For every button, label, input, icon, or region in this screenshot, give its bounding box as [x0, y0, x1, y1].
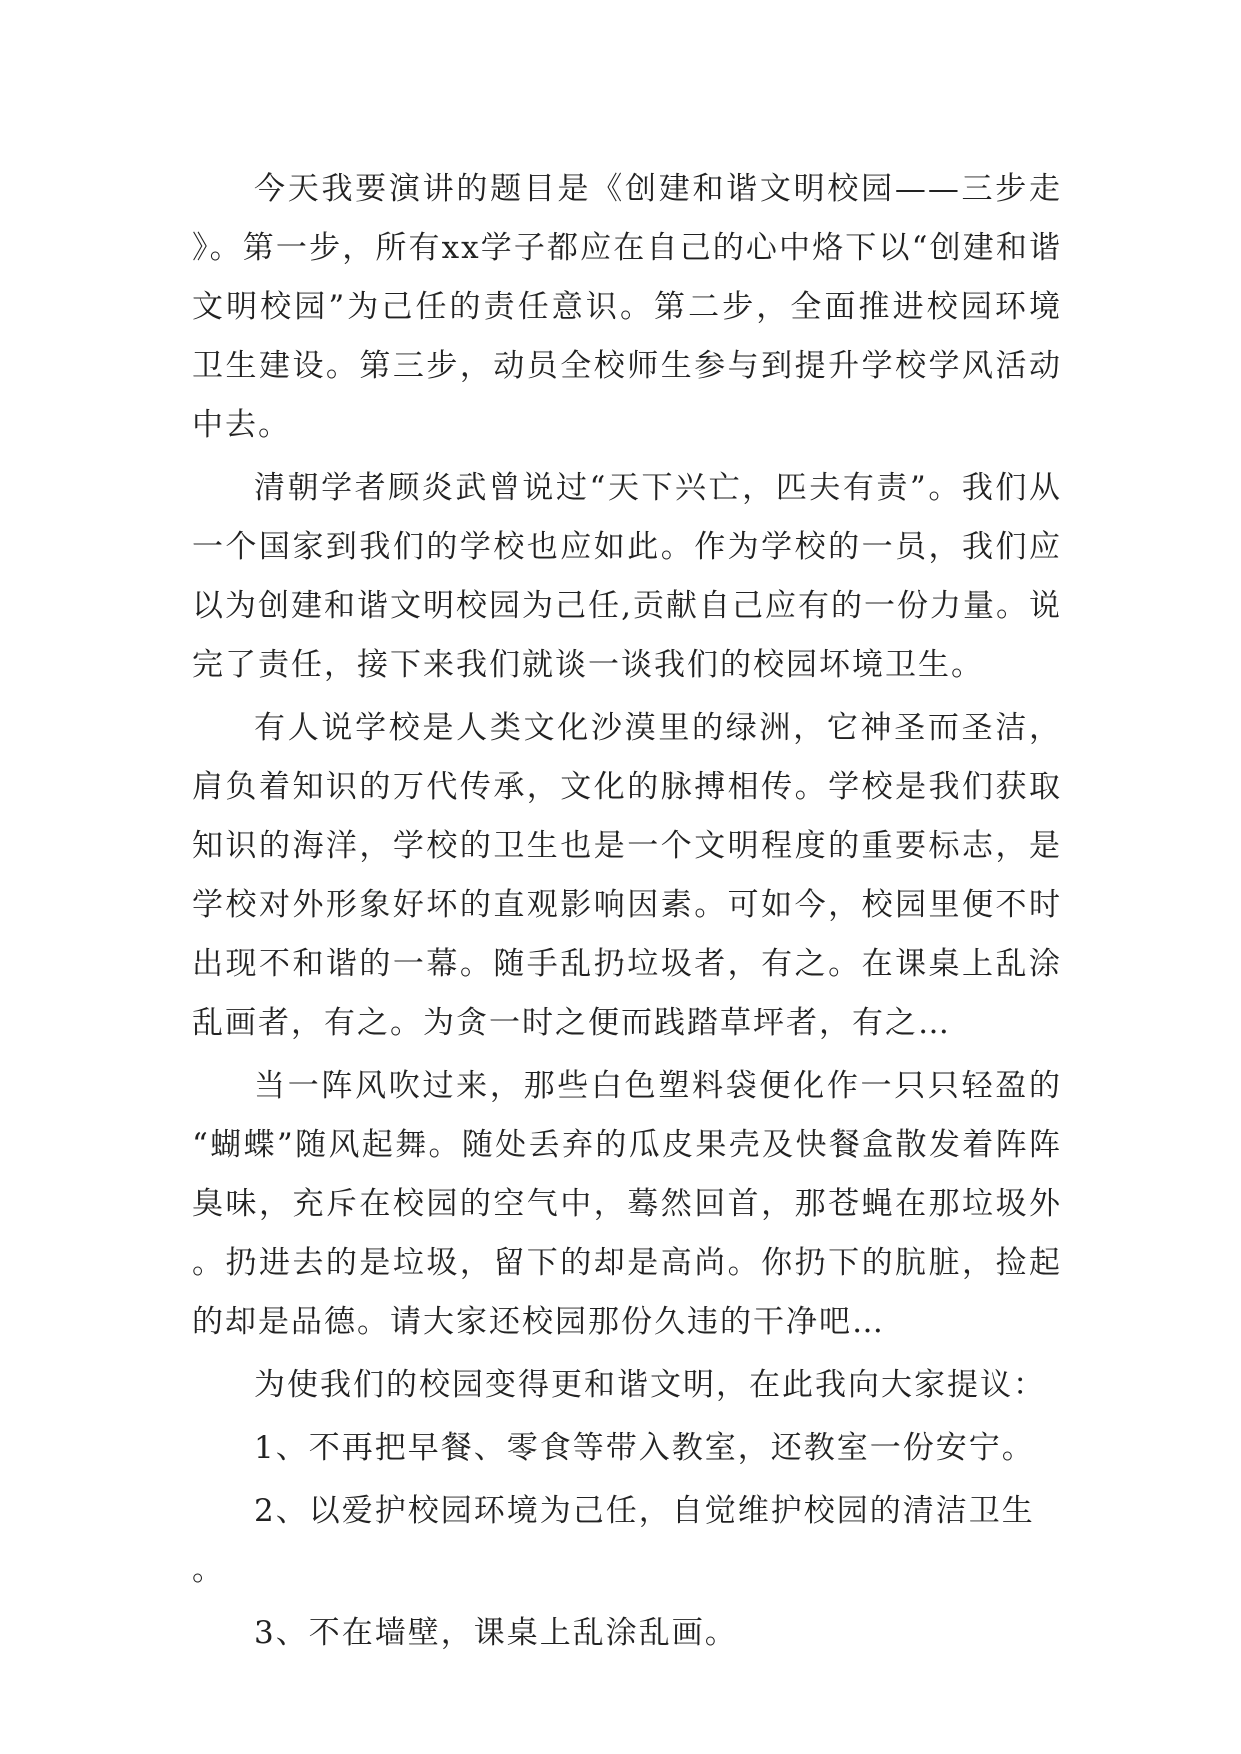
- paragraph-litter: 当一阵风吹过来，那些白色塑料袋便化作一只只轻盈的“蝴蝶”随风起舞。随处丢弃的瓜皮果壳及快餐盒散发着阵阵臭味，充斥在校园的空气中，蓦然回首，那苍蝇在那垃圾外。扔进去的是垃圾，留下的却是高尚。你扔下的肮脏，捡起的却是品德。请大家还校园那份久违的干净吧…: [192, 1068, 1062, 1340]
- document-body: [192, 160, 1062, 1667]
- proposal-item-1: 1、不再把早餐、零食等带入教室，还教室一份安宁。: [254, 1430, 1035, 1466]
- proposal-item-2: 2、以爱护校园环境为己任，自觉维护校园的清洁卫生。: [192, 1493, 1035, 1588]
- paragraph-campus-oasis: 有人说学校是人类文化沙漠里的绿洲，它神圣而圣洁，肩负着知识的万代传承，文化的脉搏相传。学校是我们获取知识的海洋，学校的卫生也是一个文明程度的重要标志，是学校对外形象好坏的直观影响因素。可如今，校园里便不时出现不和谐的一幕。随手乱扔垃圾者，有之。在课桌上乱涂乱画者，有之。为贪一时之便而践踏草坪者，有之…: [192, 710, 1062, 1041]
- paragraph-intro: 今天我要演讲的题目是《创建和谐文明校园——三步走》。第一步，所有xx学子都应在自己的心中烙下以“创建和谐文明校园”为己任的责任意识。第二步，全面推进校园环境卫生建设。第三步，动员全校师生参与到提升学校学风活动中去。: [192, 171, 1062, 443]
- proposal-item-3: 3、不在墙壁，课桌上乱涂乱画。: [254, 1615, 738, 1651]
- paragraph-responsibility: 清朝学者顾炎武曾说过“天下兴亡，匹夫有责”。我们从一个国家到我们的学校也应如此。作为学校的一员，我们应以为创建和谐文明校园为己任,贡献自己应有的一份力量。说完了责任，接下来我们就谈一谈我们的校园坏境卫生。: [192, 470, 1062, 683]
- paragraph-proposal-intro: 为使我们的校园变得更和谐文明，在此我向大家提议：: [254, 1367, 1046, 1403]
